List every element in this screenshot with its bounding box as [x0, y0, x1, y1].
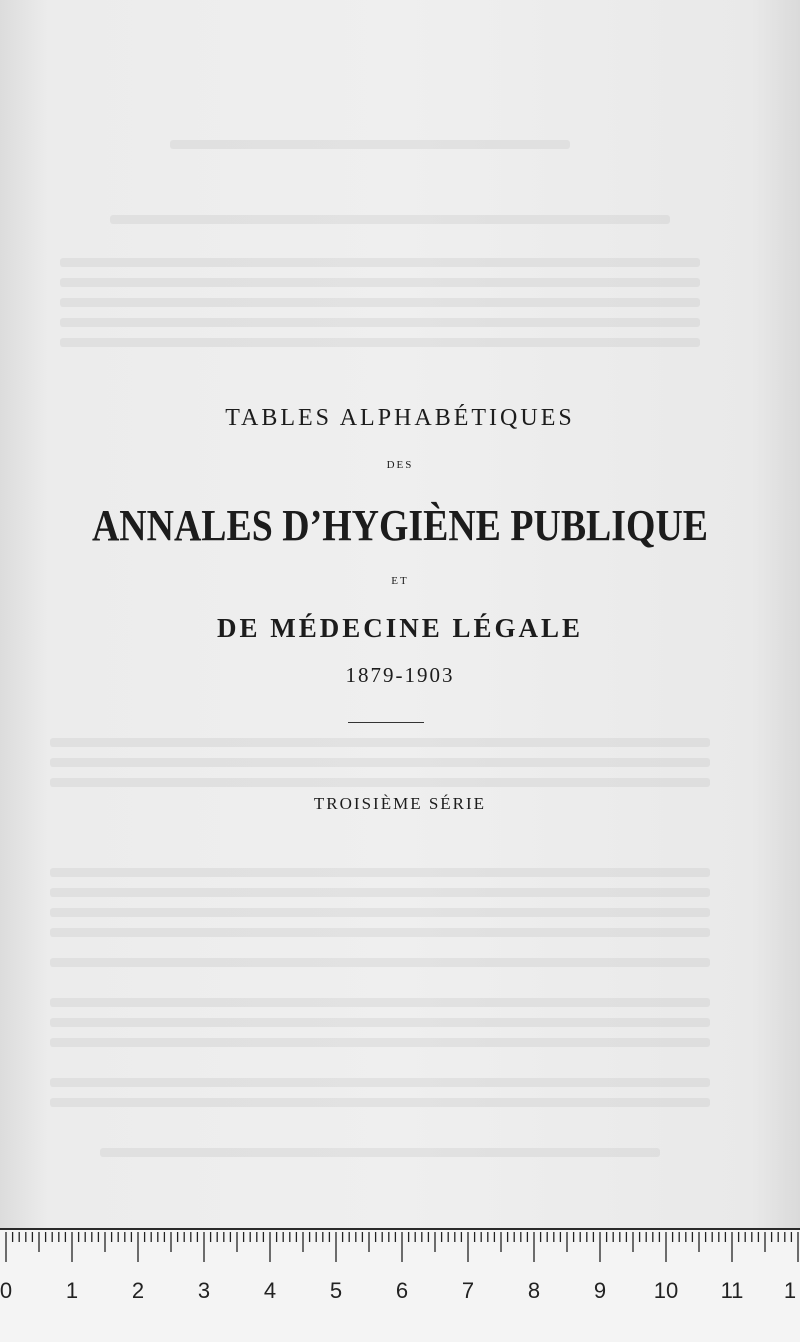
main-title: ANNALES D’HYGIÈNE PUBLIQUE [91, 501, 709, 550]
year-range: 1879-1903 [345, 663, 455, 687]
show-through-line [60, 278, 700, 287]
ruler-number: 1 [65, 1278, 79, 1303]
ruler-number: 11 [720, 1278, 744, 1303]
ruler-number: 1 [783, 1278, 797, 1303]
show-through-line [50, 928, 710, 937]
ruler-number: 4 [263, 1278, 277, 1303]
show-through-line [100, 1148, 660, 1157]
ruler-number: 9 [593, 1278, 607, 1303]
show-through-line [50, 868, 710, 877]
ruler-number: 3 [197, 1278, 211, 1303]
ruler-ticks [0, 1230, 800, 1278]
et-label: ET [391, 575, 409, 587]
ruler-number: 2 [131, 1278, 145, 1303]
show-through-line [60, 318, 700, 327]
title-divider [348, 722, 424, 723]
measuring-ruler [0, 1228, 800, 1342]
ruler-number: 8 [527, 1278, 541, 1303]
show-through-line [50, 908, 710, 917]
show-through-line [50, 1018, 710, 1027]
tables-title: TABLES ALPHABÉTIQUES [225, 405, 575, 431]
show-through-line [50, 888, 710, 897]
show-through-line [110, 215, 670, 224]
show-through-line [50, 778, 710, 787]
ruler-number: 6 [395, 1278, 409, 1303]
show-through-line [50, 1078, 710, 1087]
show-through-line [170, 140, 570, 149]
series-label: TROISIÈME SÉRIE [313, 794, 487, 813]
des-label: DES [386, 459, 414, 471]
subtitle: DE MÉDECINE LÉGALE [216, 613, 584, 643]
show-through-line [50, 958, 710, 967]
show-through-line [60, 298, 700, 307]
ruler-number: 7 [461, 1278, 475, 1303]
show-through-line [50, 758, 710, 767]
show-through-line [50, 1098, 710, 1107]
ruler-number: 10 [653, 1278, 679, 1303]
show-through-line [50, 1038, 710, 1047]
show-through-line [60, 338, 700, 347]
show-through-line [60, 258, 700, 267]
show-through-line [50, 738, 710, 747]
show-through-line [50, 998, 710, 1007]
ruler-number: 5 [329, 1278, 343, 1303]
ruler-number: 0 [0, 1278, 13, 1303]
